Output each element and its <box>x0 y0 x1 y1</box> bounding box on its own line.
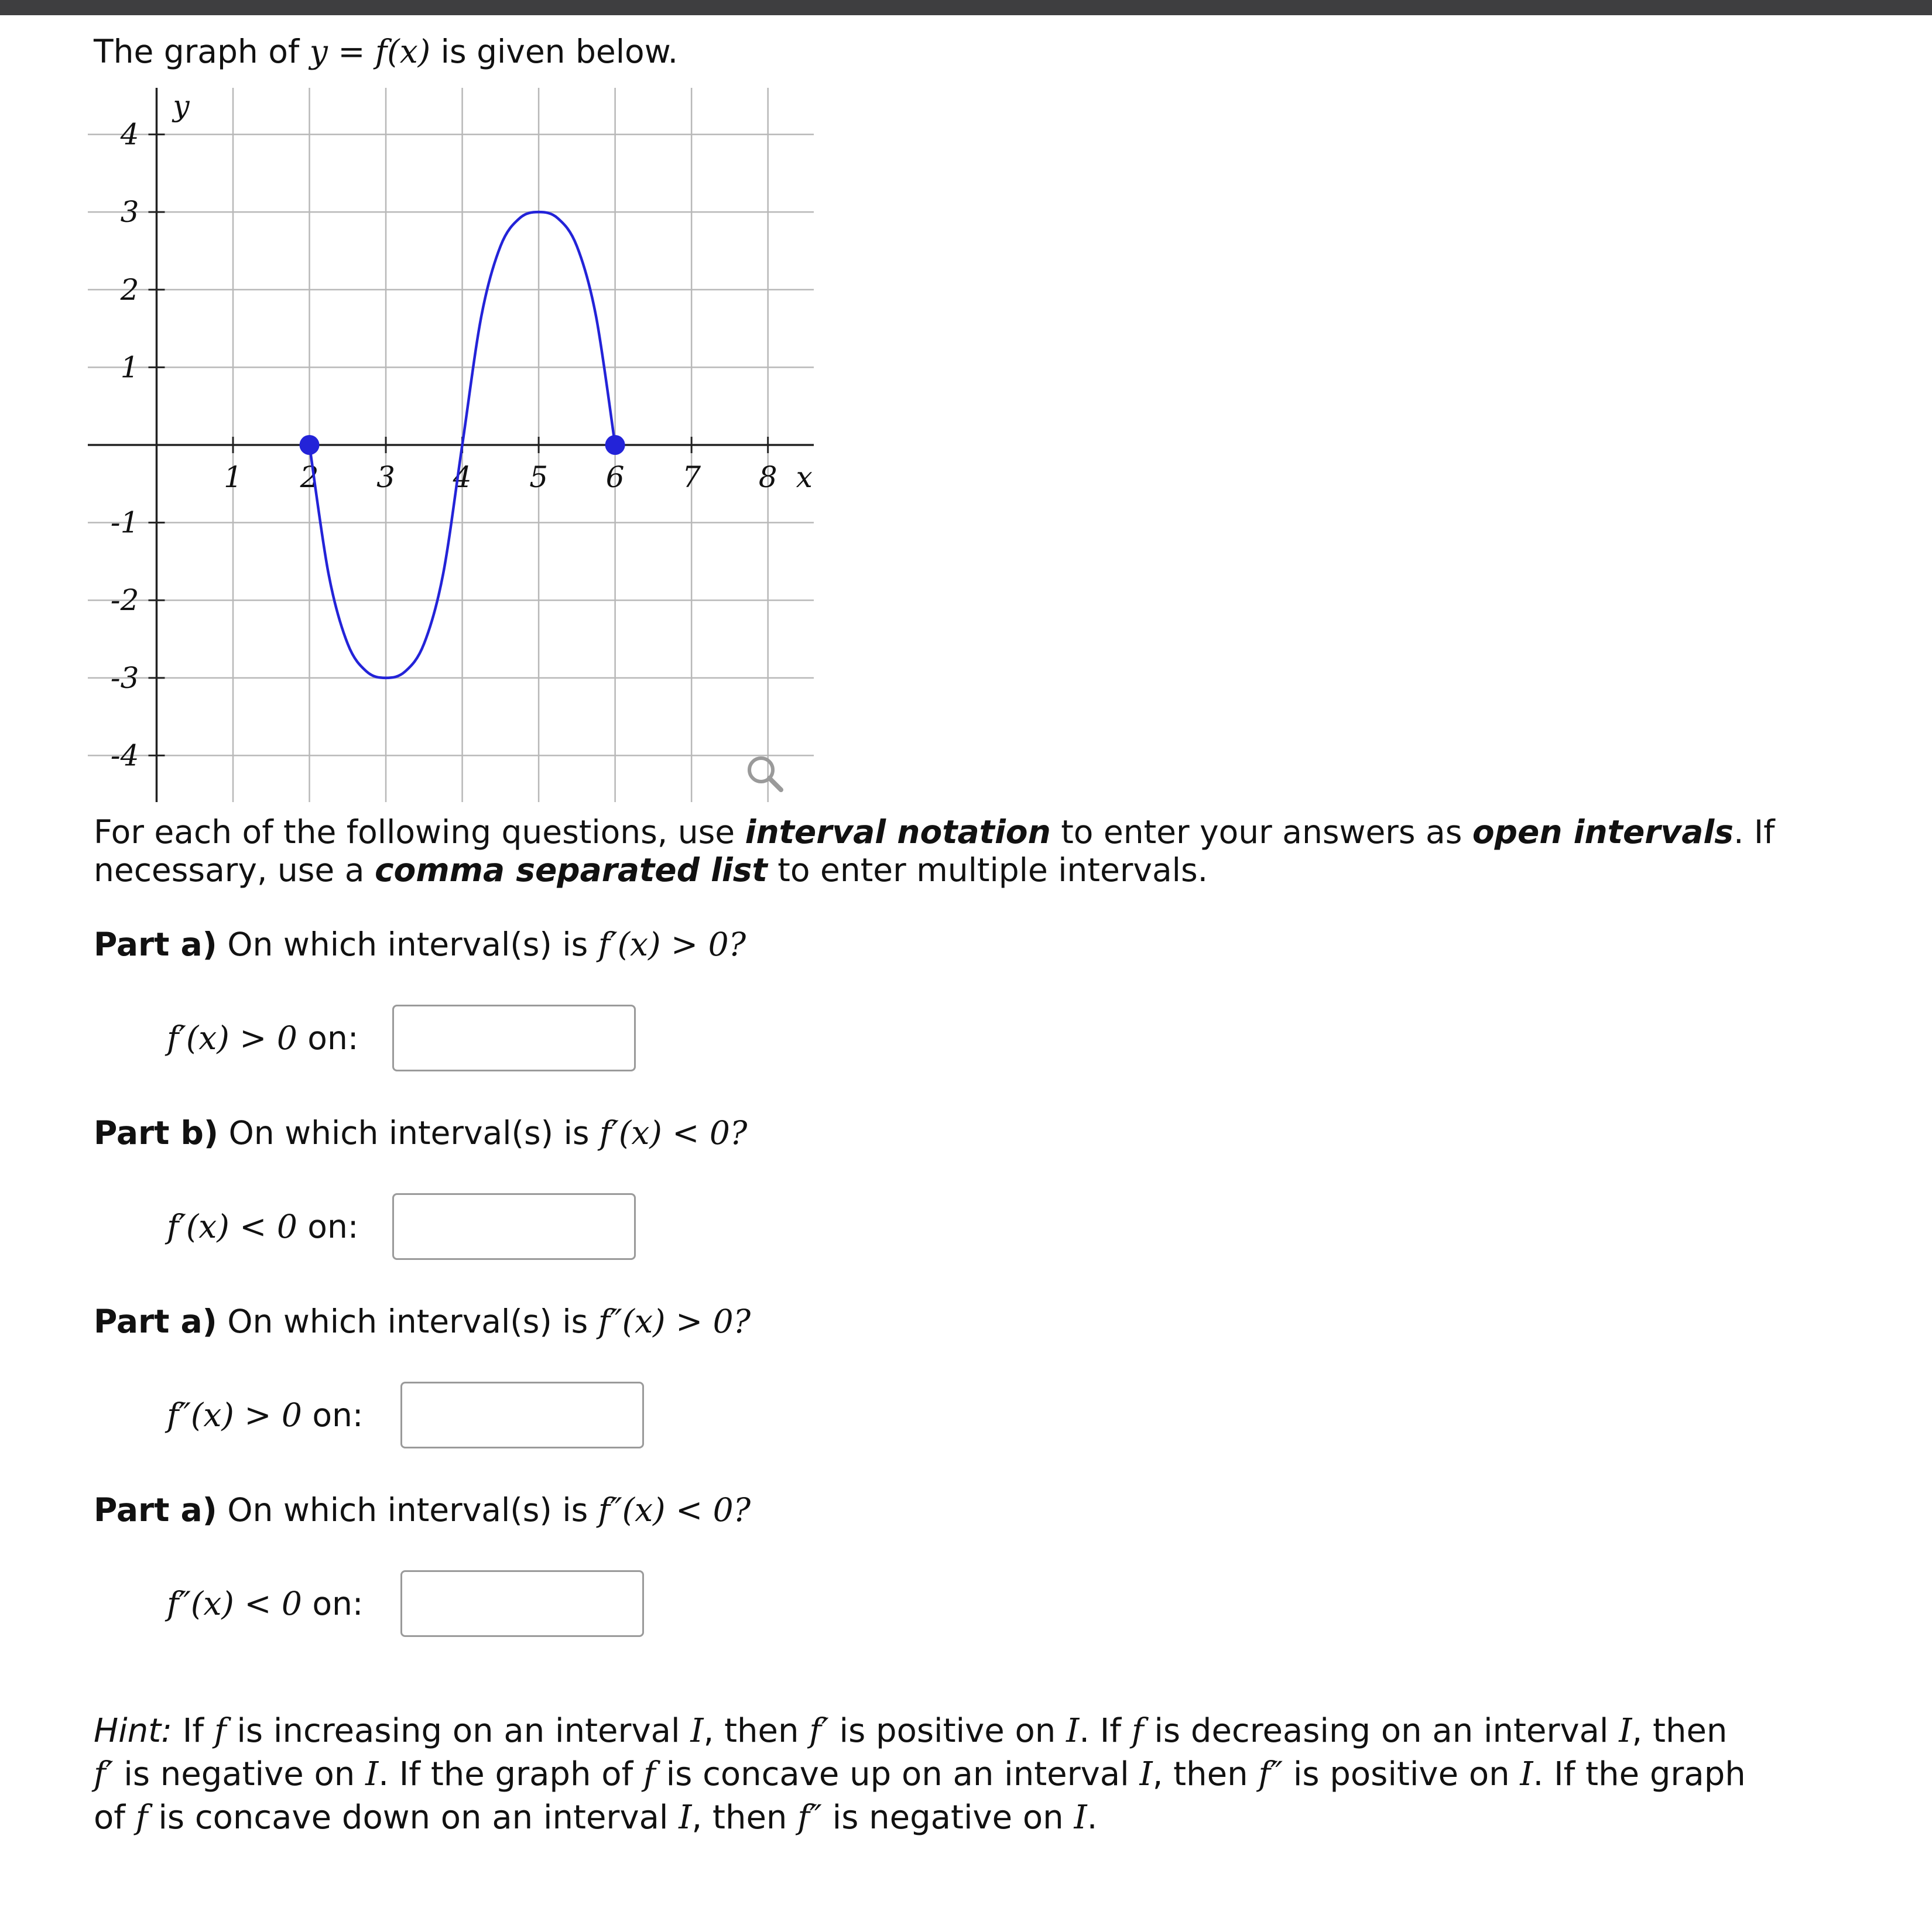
part-3-answer-label: f″(x) > 0 on: <box>167 1396 364 1434</box>
function-graph <box>88 88 814 802</box>
part-2-answer-input[interactable] <box>392 1193 636 1260</box>
part-2-question: Part b) On which interval(s) is f′(x) < 0? <box>94 1114 748 1152</box>
x-tick-label: 2 <box>300 460 319 494</box>
y-tick-label: -3 <box>110 660 139 695</box>
zoom-icon[interactable] <box>749 758 781 790</box>
x-tick-label: 8 <box>758 460 777 494</box>
y-tick-label: 1 <box>120 350 139 385</box>
part-4-answer-label: f″(x) < 0 on: <box>167 1585 364 1622</box>
intro-text: The graph of y = f(x) is given below. <box>94 33 679 70</box>
y-tick-label: 3 <box>120 195 139 230</box>
x-axis-label: x <box>796 460 813 494</box>
part-3-question: Part a) On which interval(s) is f″(x) > 0? <box>94 1303 751 1340</box>
part-4-question: Part a) On which interval(s) is f″(x) < 0? <box>94 1491 751 1529</box>
y-axis-label: y <box>173 89 190 123</box>
instructions-line-2: necessary, use a comma separated list to enter multiple intervals. <box>94 851 1208 889</box>
y-tick-label: 4 <box>120 117 139 152</box>
part-2-answer-label: f′(x) < 0 on: <box>167 1208 359 1245</box>
part-1-question: Part a) On which interval(s) is f′(x) > 0? <box>94 926 746 963</box>
x-tick-label: 3 <box>376 460 395 494</box>
top-bar <box>0 0 1932 15</box>
x-tick-label: 5 <box>529 460 549 494</box>
x-tick-label: 1 <box>224 460 242 494</box>
part-3-answer-input[interactable] <box>400 1382 644 1448</box>
part-4-answer-input[interactable] <box>400 1570 644 1637</box>
y-tick-label: -4 <box>110 738 139 773</box>
tick-labels <box>111 89 813 772</box>
x-tick-label: 7 <box>682 460 701 494</box>
part-1-answer-label: f′(x) > 0 on: <box>167 1019 359 1057</box>
endpoint-dot <box>300 435 320 455</box>
x-tick-label: 6 <box>605 460 625 494</box>
instructions-line-1: For each of the following questions, use interval notation to enter your answers as open intervals. If <box>94 813 1775 851</box>
y-tick-label: 2 <box>120 272 139 307</box>
x-tick-label: 4 <box>453 460 472 494</box>
y-tick-label: -1 <box>110 505 139 540</box>
part-1-answer-input[interactable] <box>392 1005 636 1071</box>
axes <box>88 88 814 802</box>
endpoint-dot <box>605 435 625 455</box>
y-tick-label: -2 <box>110 583 139 618</box>
hint-paragraph: Hint: If f is increasing on an interval I, then f′ is positive on I. If f is decreasing on an interval I, then f′ is negative on I. If the graph of f is concave up on an interval I, then f″ is positive on I. If the graph of f is concave down on an interval I, then f″ is negative on I. <box>94 1712 1746 1837</box>
